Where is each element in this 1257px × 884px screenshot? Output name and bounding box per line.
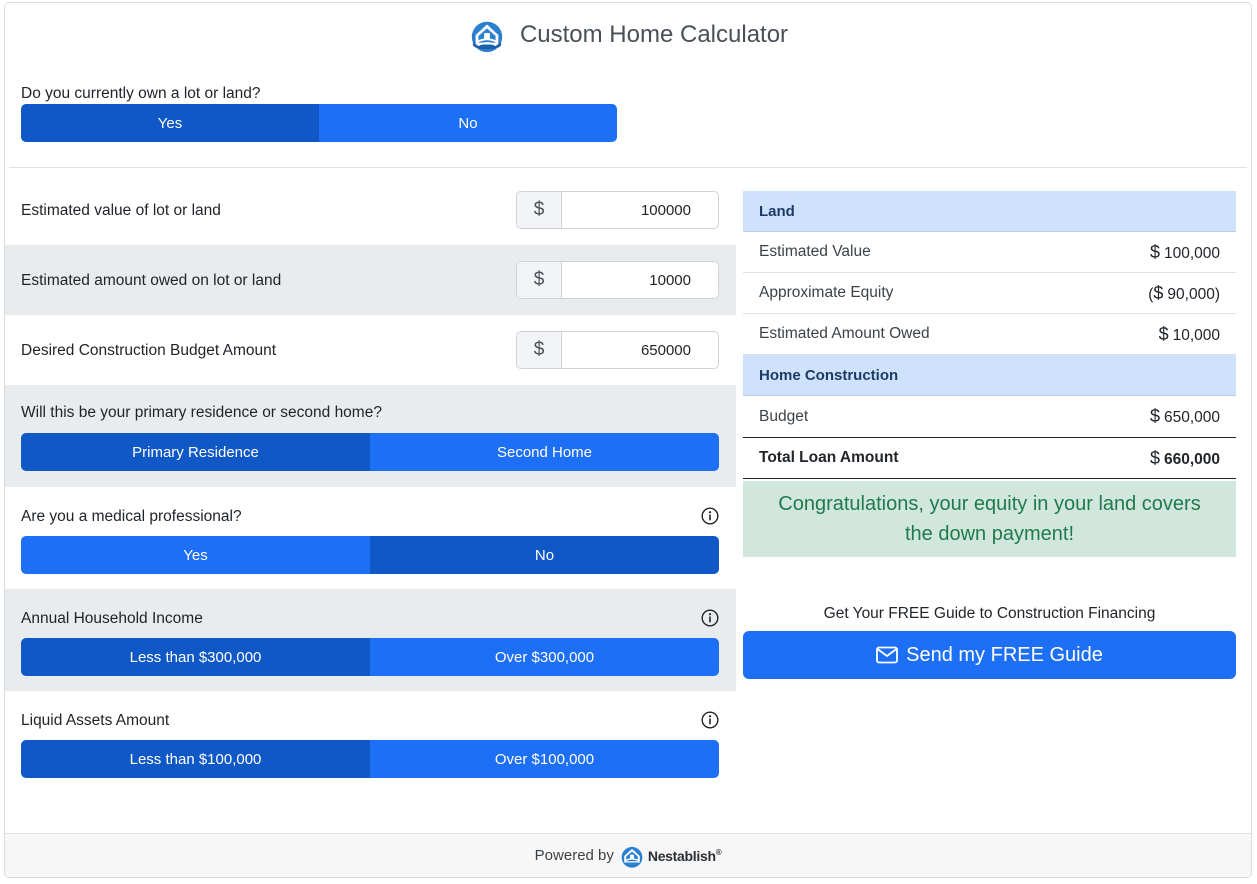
calculator-card xyxy=(4,2,1252,878)
assets-question: Liquid Assets Amount xyxy=(21,712,170,729)
summary-row-budget xyxy=(743,396,1236,437)
land-header: Land xyxy=(743,191,1236,232)
header xyxy=(5,3,1251,67)
summary-row-amount-owed xyxy=(743,314,1236,355)
medical-row xyxy=(5,487,736,589)
primary-residence-button[interactable]: Primary Residence xyxy=(21,433,370,471)
summary-table xyxy=(743,191,1236,479)
send-guide-label: Send my FREE Guide xyxy=(906,643,1103,666)
residence-row xyxy=(5,385,736,487)
own-land-yes-button[interactable]: Yes xyxy=(21,104,319,142)
budget-label: Desired Construction Budget Amount xyxy=(21,342,277,359)
own-land-no-button[interactable]: No xyxy=(319,104,617,142)
dollar-prefix: $ xyxy=(517,192,562,228)
land-owed-label: Estimated amount owed on lot or land xyxy=(21,272,282,289)
info-icon[interactable] xyxy=(701,507,719,525)
summary-amount: $ 100,000 xyxy=(1149,241,1220,262)
dollar-prefix: $ xyxy=(517,332,562,368)
medical-no-button[interactable]: No xyxy=(370,536,719,574)
info-icon[interactable] xyxy=(701,711,719,729)
guide-label: Get Your FREE Guide to Construction Financing xyxy=(823,605,1156,622)
summary-amount: ($ 90,000) xyxy=(1148,282,1220,303)
budget-input-group xyxy=(516,331,719,369)
page-title: Custom Home Calculator xyxy=(519,21,789,48)
medical-toggle xyxy=(21,536,719,574)
powered-by-text: Powered by xyxy=(534,847,614,864)
summary-label: Approximate Equity xyxy=(759,284,894,301)
assets-toggle xyxy=(21,740,719,778)
summary-row-estimated-value xyxy=(743,232,1236,273)
send-guide-button[interactable] xyxy=(743,631,1236,679)
medical-yes-button[interactable]: Yes xyxy=(21,536,370,574)
footer xyxy=(5,833,1251,877)
total-amount: $ 660,000 xyxy=(1149,447,1220,468)
income-row xyxy=(5,589,736,691)
budget-input[interactable]: 650000 xyxy=(640,341,691,359)
residence-toggle xyxy=(21,433,719,471)
nestablish-brand[interactable]: Nestablish® xyxy=(647,847,722,864)
summary-amount: $ 650,000 xyxy=(1149,406,1220,426)
second-home-button[interactable]: Second Home xyxy=(370,433,719,471)
nestablish-logo-icon xyxy=(619,843,645,869)
land-owed-row xyxy=(5,245,736,315)
summary-label: Estimated Value xyxy=(759,243,871,260)
assets-row xyxy=(5,691,736,793)
assets-low-button[interactable]: Less than $100,000 xyxy=(21,740,370,778)
residence-question: Will this be your primary residence or second home? xyxy=(21,404,382,421)
section-divider xyxy=(9,167,1247,168)
land-value-label: Estimated value of lot or land xyxy=(21,202,221,219)
land-owed-input-group xyxy=(516,261,719,299)
dollar-prefix: $ xyxy=(517,262,562,298)
info-icon[interactable] xyxy=(701,609,719,627)
total-label: Total Loan Amount xyxy=(759,449,899,466)
land-owed-input[interactable]: 10000 xyxy=(649,271,691,289)
land-value-input-group xyxy=(516,191,719,229)
congrats-alert: Congratulations, your equity in your land covers the down payment! xyxy=(743,481,1236,557)
own-land-toggle xyxy=(21,104,617,142)
summary-label: Budget xyxy=(759,407,809,425)
summary-row-approximate-equity xyxy=(743,273,1236,314)
assets-high-button[interactable]: Over $100,000 xyxy=(370,740,719,778)
summary-total-row xyxy=(743,437,1236,479)
summary-amount: $ 10,000 xyxy=(1158,323,1220,344)
own-land-question: Do you currently own a lot or land? xyxy=(21,85,261,102)
medical-question: Are you a medical professional? xyxy=(21,508,242,525)
land-value-input[interactable]: 100000 xyxy=(640,201,691,219)
construction-header: Home Construction xyxy=(743,355,1236,396)
income-toggle xyxy=(21,638,719,676)
income-question: Annual Household Income xyxy=(21,610,203,627)
income-low-button[interactable]: Less than $300,000 xyxy=(21,638,370,676)
income-high-button[interactable]: Over $300,000 xyxy=(370,638,719,676)
summary-label: Estimated Amount Owed xyxy=(759,325,930,342)
envelope-icon xyxy=(876,646,898,664)
house-logo-icon xyxy=(468,16,506,54)
land-value-row xyxy=(5,175,736,245)
budget-row xyxy=(5,315,736,385)
